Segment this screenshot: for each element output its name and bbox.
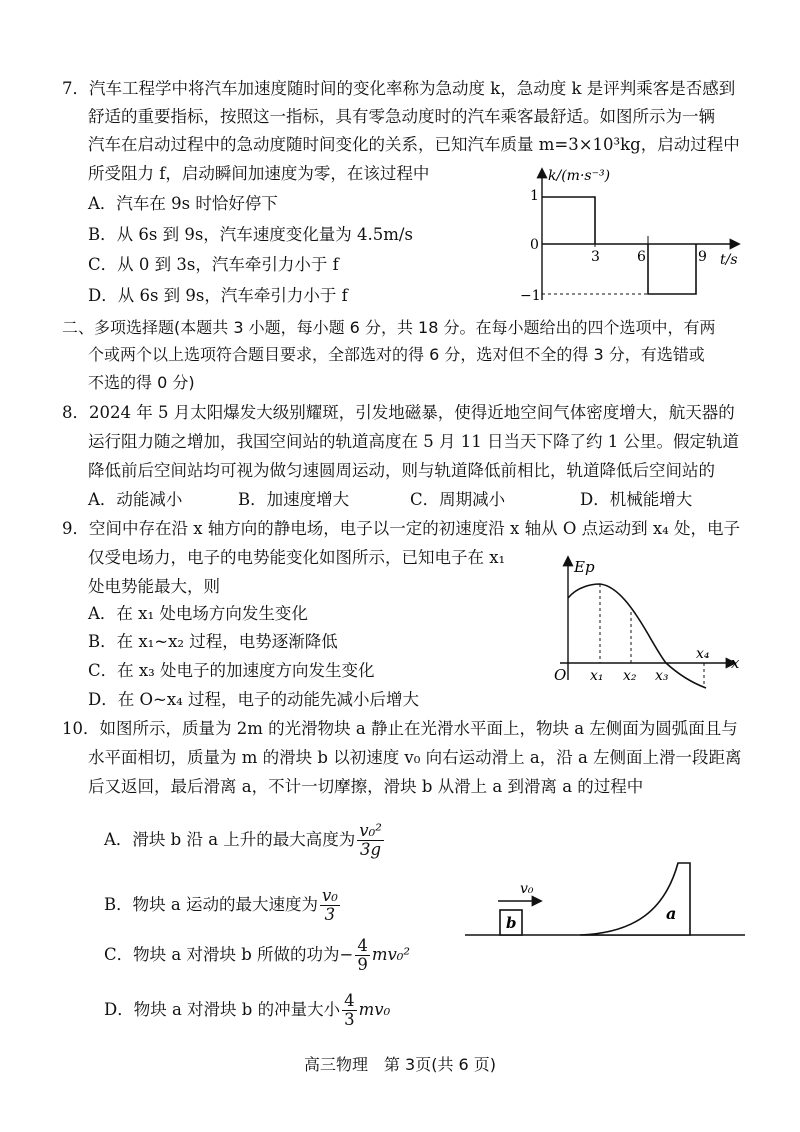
q9-option-a: A．在 x₁ 处电场方向发生变化 [88, 604, 308, 623]
q10-option-a: A．滑块 b 沿 a 上升的最大高度为 $\frac{\text{v₀²}}{3g}$ [104, 821, 382, 859]
q10-line3: 后又返回，最后滑离 a，不计一切摩擦，滑块 b 从滑上 a 到滑离 a 的过程中 [88, 777, 644, 796]
q9-line3: 处电势能最大，则 [88, 577, 220, 596]
q7-y-label: k/(m·s⁻³) [548, 168, 611, 184]
q8-option-b: B．加速度增大 [238, 490, 350, 509]
block-b-label: b [506, 914, 517, 932]
q8-line3: 降低前后空间站均可视为做匀速圆周运动，则与轨道降低前相比，轨道降低后空间站的 [88, 461, 715, 480]
q9-y-label: Ep [574, 558, 595, 576]
q7-line1: 7．汽车工程学中将汽车加速度随时间的变化率称为急动度 k，急动度 k 是评判乘客是否感到 [62, 79, 736, 98]
q10-option-b-fraction: $\frac{\text{v₀}}{3}$ [321, 886, 338, 924]
q7-segment-0-3 [542, 197, 595, 244]
q7-tick-0: 0 [530, 237, 539, 253]
q8-option-c: C．周期减小 [410, 490, 506, 509]
q7-option-a: A．汽车在 9s 时恰好停下 [88, 194, 278, 213]
q9-line1: 9．空间中存在沿 x 轴方向的静电场，电子以一定的初速度沿 x 轴从 O 点运动到 x₄ 处，电子 [62, 519, 741, 538]
q9-origin-label: O [554, 666, 567, 684]
q10-option-b: B．物块 a 运动的最大速度为 $\frac{\text{v₀}}{3}$ [104, 886, 338, 924]
q9-line2: 仅受电场力，电子的电势能变化如图所示，已知电子在 x₁ [88, 548, 506, 567]
section2-line2: 个或两个以上选项符合题目要求，全部选对的得 6 分，选对但不全的得 3 分，有选错或 [88, 345, 705, 364]
q9-x2-label: x₂ [623, 668, 637, 684]
q7-tick-3: 3 [591, 249, 600, 265]
page-footer: 高三物理 第 3页(共 6 页) [303, 1055, 497, 1074]
q8-option-d: D．机械能增大 [580, 490, 693, 509]
velocity-label: v₀ [520, 881, 534, 897]
q9-x4-label: x₄ [696, 646, 710, 662]
q7-option-c: C．从 0 到 3s，汽车牵引力小于 f [88, 255, 339, 274]
q9-option-c: C．在 x₃ 处电子的加速度方向发生变化 [88, 661, 375, 680]
q9-x3-label: x₃ [655, 668, 669, 684]
q7-tick-neg1: −1 [520, 288, 541, 304]
q9-option-d: D．在 O~x₄ 过程，电子的动能先减小后增大 [88, 690, 419, 709]
q9-x-label: x [731, 654, 740, 672]
q10-option-a-fraction: $\frac{\text{v₀²}}{3g}$ [359, 821, 382, 859]
q7-line3: 汽车在启动过程中的急动度随时间变化的关系，已知汽车质量 m=3×10³kg，启动过程中 [88, 135, 740, 154]
q10-line2: 水平面相切，质量为 m 的滑块 b 以初速度 v₀ 向右运动滑上 a，沿 a 左侧面上滑一段距离 [88, 748, 742, 767]
block-a-label: a [666, 904, 677, 923]
q7-tick-9: 9 [698, 249, 707, 265]
q8-option-a: A．动能减小 [88, 490, 183, 509]
q10-option-d: D．物块 a 对滑块 b 的冲量大小 $\frac{4}{3}$ mv₀ [104, 991, 391, 1029]
q10-line1: 10．如图所示，质量为 2m 的光滑物块 a 静止在光滑水平面上，物块 a 左侧面为圆弧面且与 [62, 719, 738, 738]
q10-option-c: C．物块 a 对滑块 b 所做的功为− $\frac{4}{9}$ mv₀² [104, 936, 411, 974]
q7-line4: 所受阻力 f，启动瞬间加速度为零，在该过程中 [88, 164, 430, 183]
q7-option-b: B．从 6s 到 9s，汽车速度变化量为 4.5m/s [88, 225, 413, 244]
q9-option-b: B．在 x₁~x₂ 过程，电势逐渐降低 [88, 632, 338, 651]
q8-line1: 8．2024 年 5 月太阳爆发大级别耀斑，引发地磁暴，使得近地空间气体密度增大，航天器的 [62, 403, 735, 422]
q9-x1-label: x₁ [590, 668, 604, 684]
section2-line1: 二、多项选择题(本题共 3 小题，每小题 6 分，共 18 分。在每小题给出的四个选项中，有两 [62, 318, 716, 337]
q7-segment-6-9 [648, 244, 696, 294]
q8-line2: 运行阻力随之增加，我国空间站的轨道高度在 5 月 11 日当天下降了约 1 公里。假定轨道 [88, 432, 739, 451]
q9-ep-curve [568, 584, 706, 688]
q7-jerk-graph [500, 160, 760, 310]
q7-tick-6: 6 [637, 249, 646, 265]
q10-option-c-fraction: $\frac{4}{9}$ [357, 936, 368, 974]
q7-line2: 舒适的重要指标，按照这一指标，具有零急动度时的汽车乘客最舒适。如图所示为一辆 [88, 107, 715, 126]
q10-slide-figure [460, 855, 750, 945]
section2-line3: 不选的得 0 分) [88, 373, 195, 392]
q7-x-label: t/s [720, 252, 738, 268]
q7-option-d: D．从 6s 到 9s，汽车牵引力小于 f [88, 286, 348, 305]
q10-option-d-fraction: $\frac{4}{3}$ [344, 991, 355, 1029]
block-a [580, 863, 690, 935]
q7-tick-1: 1 [530, 188, 539, 204]
q9-potential-energy-graph [538, 550, 748, 690]
